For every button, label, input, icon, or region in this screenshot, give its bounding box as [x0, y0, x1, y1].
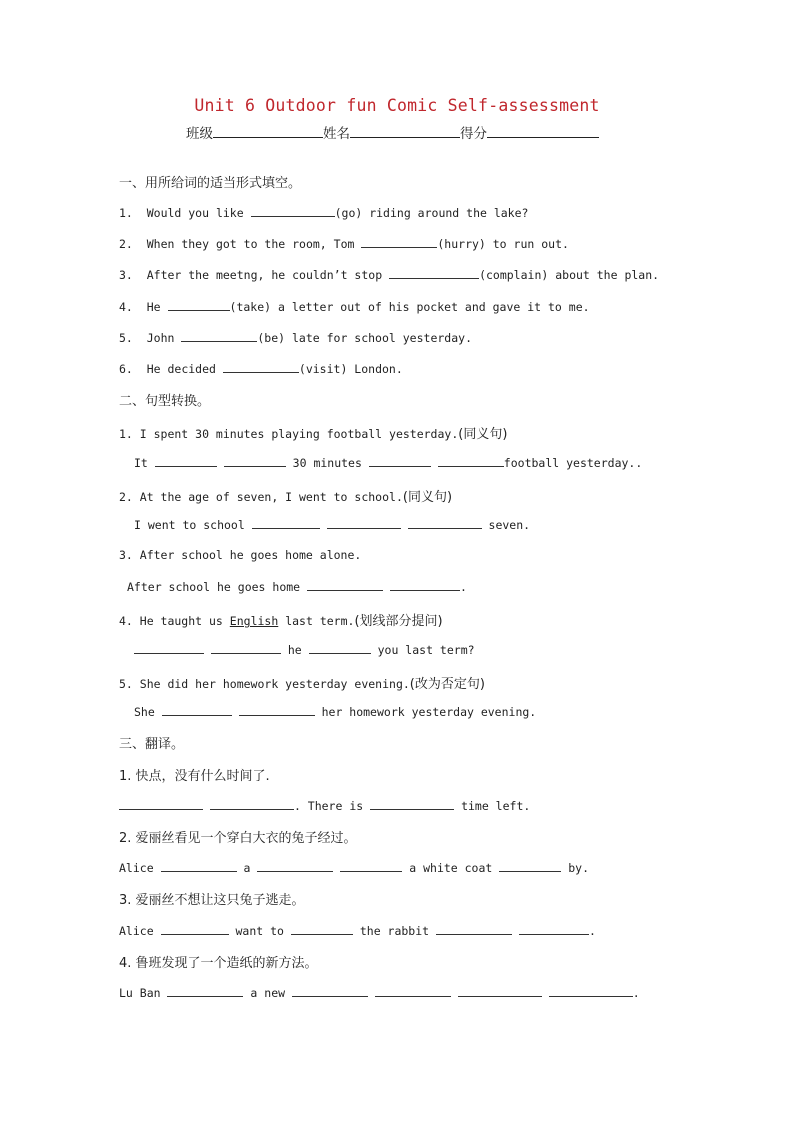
answer-blank[interactable] [327, 517, 401, 529]
s1-item-4 [119, 299, 590, 314]
underlined-word: English [229, 614, 279, 628]
answer-text: She [134, 705, 155, 719]
question-text: 2. At the age of seven, I went to school. [119, 490, 403, 504]
question-text: 1. I spent 30 minutes playing football yesterday. [119, 427, 459, 441]
s2-q4 [119, 610, 443, 629]
s2-q1-answer [134, 455, 642, 470]
answer-blank[interactable] [239, 704, 315, 716]
answer-text: Alice [119, 861, 154, 875]
answer-blank[interactable] [291, 923, 353, 935]
class-blank[interactable] [213, 123, 323, 138]
s3-q3-answer [119, 923, 596, 938]
s3-q2-answer [119, 860, 589, 875]
section1-heading: 一、用所给词的适当形式填空。 [119, 176, 302, 191]
answer-text: . [588, 924, 596, 938]
answer-blank[interactable] [252, 517, 320, 529]
s1-item-1 [119, 205, 528, 220]
answer-text: . There is [293, 799, 364, 813]
item-text: When they got to the room, Tom [146, 237, 355, 251]
s2-q2-answer [134, 517, 530, 532]
item-text: After the meetng, he couldn’t stop [146, 268, 383, 282]
name-blank[interactable] [350, 123, 460, 138]
answer-blank[interactable] [167, 985, 243, 997]
answer-blank[interactable] [161, 860, 237, 872]
answer-text: After school he goes home [127, 580, 301, 594]
s3-q1-chinese: 1. 快点，没有什么时间了. [119, 769, 270, 784]
item-number: 5. [119, 331, 133, 345]
answer-blank[interactable] [223, 361, 299, 373]
question-text: last term. [285, 614, 355, 628]
answer-blank[interactable] [134, 642, 204, 654]
s3-q4-chinese: 4. 鲁班发现了一个造纸的新方法。 [119, 956, 318, 971]
answer-text: a new [250, 986, 286, 1000]
answer-blank[interactable] [375, 985, 451, 997]
item-text: He [146, 300, 161, 314]
answer-text: . [459, 580, 467, 594]
answer-blank[interactable] [307, 579, 383, 591]
answer-blank[interactable] [438, 455, 504, 467]
question-note: (划线部分提问) [354, 614, 443, 629]
answer-text: It [134, 456, 148, 470]
item-number: 1. [119, 206, 133, 220]
score-label: 得分 [460, 126, 487, 142]
answer-blank[interactable] [499, 860, 561, 872]
answer-text: time left. [461, 799, 531, 813]
s3-q2-chinese: 2. 爱丽丝看见一个穿白大衣的兔子经过。 [119, 831, 357, 846]
answer-blank[interactable] [161, 923, 229, 935]
answer-text: a white coat [409, 861, 493, 875]
answer-text: you last term? [377, 643, 475, 657]
question-note: (改为否定句) [409, 677, 485, 692]
answer-blank[interactable] [458, 985, 542, 997]
s2-q2 [119, 486, 452, 505]
item-number: 6. [119, 362, 133, 376]
score-blank[interactable] [487, 123, 599, 138]
answer-blank[interactable] [361, 236, 437, 248]
answer-text: football yesterday.. [503, 456, 643, 470]
answer-blank[interactable] [390, 579, 460, 591]
answer-blank[interactable] [257, 860, 333, 872]
item-text: (visit) London. [298, 362, 403, 376]
answer-blank[interactable] [549, 985, 633, 997]
item-number: 4. [119, 300, 133, 314]
answer-blank[interactable] [155, 455, 217, 467]
s2-q1 [119, 423, 507, 442]
answer-blank[interactable] [224, 455, 286, 467]
answer-text: the rabbit [359, 924, 430, 938]
answer-blank[interactable] [168, 299, 230, 311]
page-title: Unit 6 Outdoor fun Comic Self-assessment [194, 96, 600, 115]
s2-q5-answer [134, 704, 536, 719]
answer-blank[interactable] [292, 985, 368, 997]
question-note: (同义句) [458, 427, 508, 442]
answer-text: a [243, 861, 251, 875]
item-text: (be) late for school yesterday. [257, 331, 472, 345]
section2-heading: 二、句型转换。 [119, 394, 211, 409]
item-number: 3. [119, 268, 133, 282]
student-info-line [186, 122, 599, 142]
answer-blank[interactable] [181, 330, 257, 342]
answer-text: I went to school [134, 518, 245, 532]
item-text: Would you like [146, 206, 244, 220]
answer-text: want to [235, 924, 284, 938]
item-text: He decided [146, 362, 216, 376]
s1-item-3 [119, 267, 659, 282]
answer-text: Alice [119, 924, 154, 938]
s2-q3-answer [127, 579, 467, 594]
answer-blank[interactable] [309, 642, 371, 654]
item-text: (take) a letter out of his pocket and gave it to me. [229, 300, 590, 314]
name-label: 姓名 [323, 126, 350, 142]
section3-heading: 三、翻译。 [119, 737, 185, 752]
item-text: (go) riding around the lake? [334, 206, 529, 220]
s2-q5 [119, 673, 485, 692]
answer-text: her homework yesterday evening. [321, 705, 537, 719]
answer-blank[interactable] [340, 860, 402, 872]
question-note: (同义句) [402, 490, 453, 505]
answer-blank[interactable] [369, 455, 431, 467]
answer-blank[interactable] [162, 704, 232, 716]
s3-q3-chinese: 3. 爱丽丝不想让这只兔子逃走。 [119, 893, 305, 908]
s2-q3 [119, 548, 361, 562]
answer-text: . [632, 986, 640, 1000]
item-text: (complain) about the plan. [479, 268, 660, 282]
answer-blank[interactable] [211, 642, 281, 654]
s3-q4-answer [119, 985, 640, 1000]
class-label: 班级 [186, 126, 213, 142]
item-text: John [146, 331, 175, 345]
question-text: 4. He taught us [119, 614, 223, 628]
answer-text: Lu Ban [119, 986, 161, 1000]
answer-blank[interactable] [370, 798, 454, 810]
answer-text: seven. [488, 518, 531, 532]
answer-blank[interactable] [408, 517, 482, 529]
answer-blank[interactable] [210, 798, 294, 810]
answer-text: 30 minutes [292, 456, 362, 470]
answer-text: by. [568, 861, 589, 875]
answer-blank[interactable] [251, 205, 335, 217]
s2-q4-answer [134, 642, 475, 657]
s1-item-2 [119, 236, 569, 251]
s1-item-5 [119, 330, 472, 345]
answer-blank[interactable] [389, 267, 479, 279]
question-text: 5. She did her homework yesterday evening. [119, 677, 410, 691]
answer-blank[interactable] [436, 923, 512, 935]
s3-q1-answer [119, 798, 530, 813]
item-number: 2. [119, 237, 133, 251]
answer-blank[interactable] [519, 923, 589, 935]
answer-text: he [287, 643, 302, 657]
item-text: (hurry) to run out. [437, 237, 569, 251]
answer-blank[interactable] [119, 798, 203, 810]
s1-item-6 [119, 361, 403, 376]
question-text: 3. After school he goes home alone. [119, 548, 362, 562]
